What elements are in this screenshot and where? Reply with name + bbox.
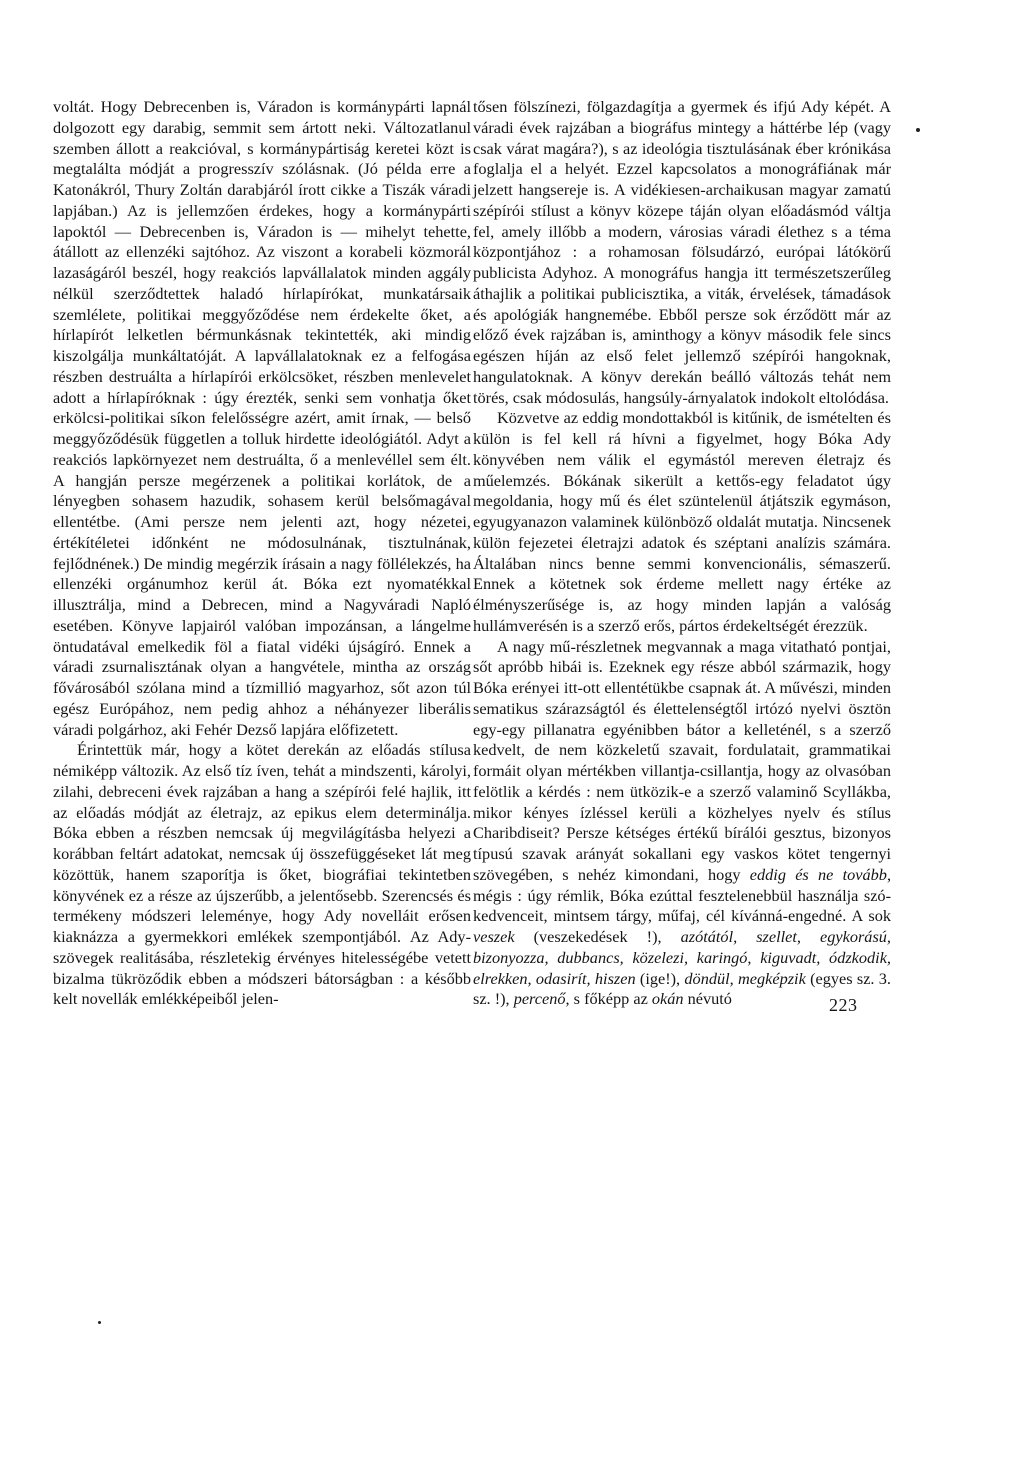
italic-text: azótától, szellet, egykorású, bizonyozza, dubbancs, közelezi, karingó, kiguvadt, ódzkodik, elrekken, odasirít, hiszen [473,927,891,988]
text-run: Közvetve az eddig mondottakból is kitűnik, de ismételten és külön is fel kell rá hívni a figyelmet, hogy Bóka Ady könyvében nem válik el egymástól mereven életrajz és műelemzés. Bókának sikerült a kettős-egy feladatot úgy megoldania, hogy mű és élet szüntelenül átjátszik egymáson, egyugyanazon valaminek különböző oldalát mutatja. Nincsenek külön fejezetei életrajzi adatok és széptani analízis számára. Általában nincs benne semmi konvencionális, sémaszerű. Ennek a kötetnek sok érdeme mellett nagy értéke az élményszerűsége is, az hogy minden lapján a valóság hullámverésén is a szerző erős, pártos érdekeltségét érezzük. [473,408,891,635]
text-run: névutó [683,989,732,1009]
text-run: tősen fölszínezi, fölgazdagítja a gyermek és ifjú Ady képét. A váradi évek rajzában a biográfus mintegy a háttérbe lép (vagy csak várat magára?), s az ideológia tisztulásának éber krónikása foglalja el a helyét. Ezzel kapcsolatos a monográfiának már jelzett hangsereje is. A vidékiesen-archaikusan magyar zamatú szépírói stílust a könyv közepe táján olyan előadásmód váltja fel, amely illőbb a modern, városias váradi élethez s a téma központjához : a rohamosan fölsudárzó, európai látókörű publicista Adyhoz. A monográfus hangja itt természetszerűleg áthajlik a politikai publicisztika, a viták, érvelések, támadások és apológiák hangnemébe. Ebből persze sok érződött már az előző évek rajzában is, aminthogy a könyv második fele sincs egészen híján az első felet jellemző szépírói hangoknak, hangulatoknak. A könyv derekán beálló változás tehát nem törés, csak módosulás, hangsúly-árnyalatok indokolt eltolódása. [473,97,891,407]
text-run: (ige!), [635,968,685,988]
text-run: (egyes sz. 3. sz. !), [473,968,891,1009]
italic-text: eddig és ne tovább [749,864,887,884]
italic-text: veszek [473,927,515,946]
right-column [473,97,891,1010]
page-number: 223 [829,995,858,1015]
paragraph [473,408,891,636]
italic-text: percenő [513,989,566,1009]
italic-text: döndül, megképzik [684,968,806,988]
text-run: A nagy mű-részletnek megvannak a maga vitatható pontjai, sőt apróbb hibái is. Ezeknek egy része abból származik, hogy Bóka erényei itt-ott ellentétükbe csapnak át. A művészi, minden sematikus szárazságtól és élettelenségtől irtózó nyelvi ösztön egy-egy pillanatra egyénibben bátor a kelleténél, s a szerző kedvelt, de nem közkeletű szavait, fordulatait, grammatikai formáit olyan mértékben villantja-csillantja, hogy az olvasóban felötlik a kérdés : nem ütközik-e a szerző valaminő Scyllákba, mikor kényes ízléssel kerüli a közhelyes nyelv és stílus Charibdiseit? Persze kétséges értékű bírálói gesztus, bizonyos típusú szavak arányát sokallani egy vaskos kötet tengernyi szövegében, s nehéz kimondani, hogy [473,636,891,884]
text-run: , s főképp az [565,989,652,1009]
paragraph [473,637,891,1011]
text-run: , mégis : úgy rémlik, Bóka ezúttal fesztelenebbül használja szó-kedvenceit, mintsem tárgy, műfaj, cél kívánná-engedné. A sok [473,864,892,926]
left-column [53,97,471,1010]
text-run: Érintettük már, hogy a kötet derekán az előadás stílusa némiképp változik. Az első tíz íven, tehát a mindszenti, károlyi, zilahi, debreceni évek rajzában a hang a szépírói felé hajlik, itt az előadás módját az életrajz, az epikus elem determinálja. Bóka ebben a részben nemcsak új megvilágításba helyezi a korábban feltárt adatokat, nemcsak új összefüggéseket lát meg közöttük, hanem szaporítja is őket, biográfiai tekintetben könyvének ez a része az újszerűbb, a jelentősebb. Szerencsés és termékeny módszeri leleménye, hogy Ady novelláit erősen kiaknázza a gyermekkori emlékek szempontjából. Az Ady-szövegek realitásába, részletekig érvényes hitelességébe vetett bizalma tükröződik ebben a módszeri bátorságban : a később kelt novellák emlékképeiből jelen- [53,740,471,1009]
italic-text: okán [651,989,684,1009]
paragraph [53,97,471,740]
text-run: voltát. Hogy Debrecenben is, Váradon is kormánypárti lapnál dolgozott egy darabig, semmit sem ártott neki. Változatlanul szemben állott a reakcióval, s kormánypártiság keretei közt is megtalálta módját a progresszív szólásnak. (Jó példa erre a Katonákról, Thury Zoltán darabjáról írott cikke a Tiszák váradi lapjában.) Az is jellemzően érdekes, hogy a kormánypárti lapoktól — Debrecenben is, Váradon is — mihelyt tehette, átállott az ellenzéki sajtóhoz. Az viszont a korabeli közmorál lazaságáról beszél, hogy reakciós lapvállalatok minden aggály nélkül szerződtettek haladó hírlapírókat, munkatársaik szemlélete, politikai meggyőződése nem érdekelte őket, a hírlapírót lelketlen bérmunkásnak tekintették, aki mindig kiszolgálja munkáltatóját. A lapvállalatoknak ez a felfogása részben destruálta a hírlapírói erkölcsöket, részben menlevelet adott a hírlapíróknak : úgy érezték, senki sem vonhatja őket erkölcsi-politikai síkon felelősségre azért, amit írnak, — belső meggyőződésük független a tolluk hirdette ideológiától. Adyt a reakciós lapkörnyezet nem destruálta, ő a menlevéllel sem élt. A hangján persze megérzenek a politikai korlátok, de a lényegben sohasem hazudik, sohasem kerül belsőmagával ellentétbe. (Ami persze nem jelenti azt, hogy nézetei, értékítéletei időnként ne módosulnának, tisztulnának, fejlődnének.) De mindig megérzik írásain a nagy föllélekzés, ha ellenzéki orgánumhoz kerül át. Bóka ezt nyomatékkal illusztrálja, mind a Debrecen, mind a Nagyváradi Napló esetében. Könyve lapjairól valóban impozánsan, a lángelme öntudatával emelkedik föl a fiatal vidéki újságíró. Ennek a váradi zsurnalisztának olyan a hangvétele, mintha az ország fővárosából szólana mind a tízmillió magyarhoz, sőt azon túl egész Európához, nem pedig ahhoz a néhányezer liberális váradi polgárhoz, aki Fehér Dezső lapjára előfizetett. [53,97,471,739]
text-run: (veszekedések !), [514,927,681,946]
ink-speck [98,1321,101,1324]
paragraph [53,740,471,1010]
ink-speck [916,128,920,132]
paragraph [473,97,891,408]
